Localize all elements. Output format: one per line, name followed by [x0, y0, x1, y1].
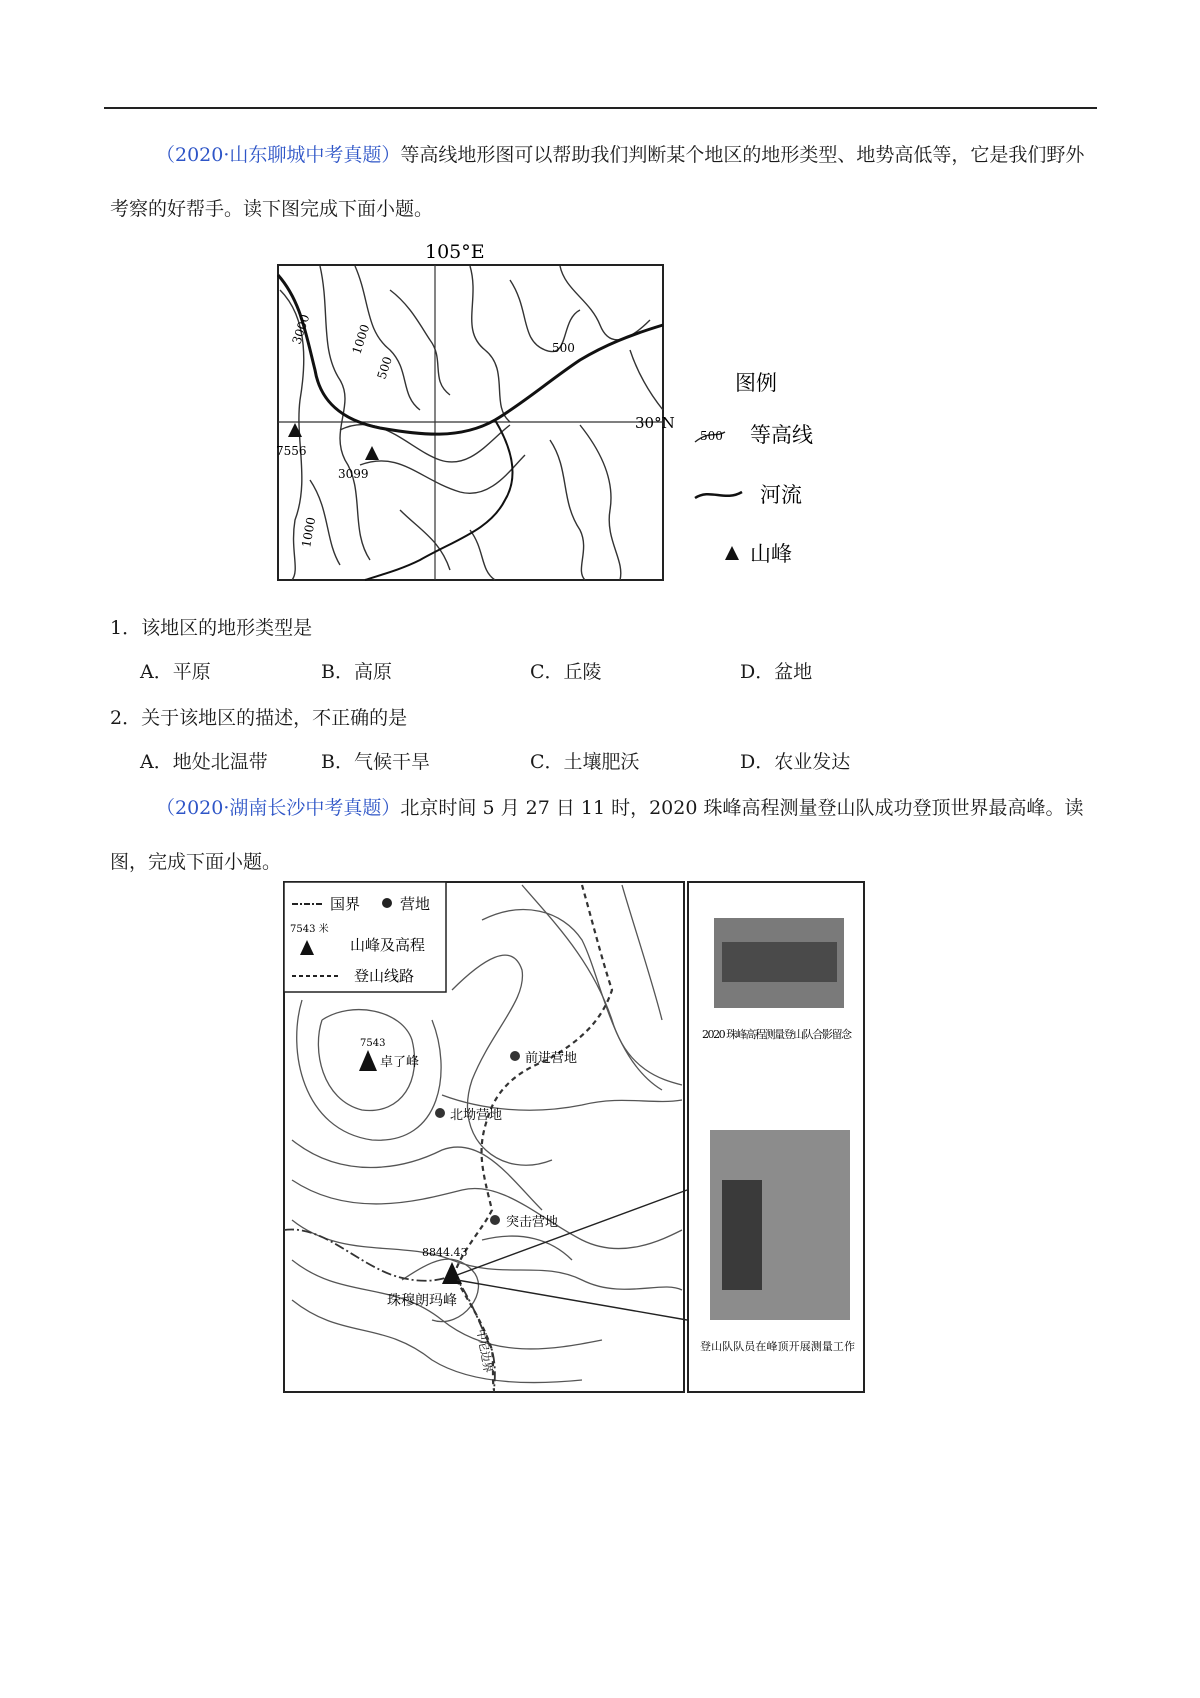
peak-triangle-icon: [359, 1050, 377, 1071]
svg-text:山峰及高程: 山峰及高程: [350, 936, 426, 954]
peak-triangle-icon: [725, 546, 739, 560]
pointer-line: [457, 1190, 687, 1275]
svg-text:营地: 营地: [400, 895, 431, 913]
camp-dot-icon: [510, 1051, 520, 1061]
option-a[interactable]: A．平原: [140, 661, 211, 683]
svg-text:国界: 国界: [330, 895, 361, 913]
option-d[interactable]: D．农业发达: [740, 751, 851, 773]
svg-text:8844.43: 8844.43: [422, 1246, 468, 1259]
question-1: 1．该地区的地形类型是: [110, 617, 313, 639]
option-c[interactable]: C．丘陵: [530, 661, 602, 683]
climbing-route: [454, 885, 612, 1390]
option-d[interactable]: D．盆地: [740, 661, 813, 683]
option-b[interactable]: B．气候干旱: [321, 751, 430, 773]
tributary-river: [365, 420, 512, 580]
svg-text:7543 米: 7543 米: [290, 924, 329, 935]
option-b[interactable]: B．高原: [321, 661, 392, 683]
river-icon: [695, 492, 742, 498]
source-tag: （2020·湖南长沙中考真题）: [156, 797, 401, 819]
svg-text:500: 500: [700, 429, 723, 443]
legend-title: 图例: [735, 371, 777, 395]
longitude-label: 105°E: [425, 241, 485, 263]
svg-text:山峰: 山峰: [750, 542, 792, 566]
svg-text:2020 珠峰高程测量登山队合影留念: 2020 珠峰高程测量登山队合影留念: [702, 1028, 852, 1041]
intro-text: 北京时间 5 月 27 日 11 时，2020 珠峰高程测量登山队成功登顶世界最高峰。读图，完成下面小题。: [110, 797, 1084, 873]
svg-text:登山队队员在峰顶开展测量工作: 登山队队员在峰顶开展测量工作: [700, 1340, 855, 1353]
svg-text:7543: 7543: [360, 1038, 386, 1049]
question-2: 2．关于该地区的描述，不正确的是: [110, 707, 408, 729]
svg-text:等高线: 等高线: [750, 423, 813, 447]
option-c[interactable]: C．土壤肥沃: [530, 751, 640, 773]
svg-text:500: 500: [374, 354, 395, 381]
svg-text:珠穆朗玛峰: 珠穆朗玛峰: [387, 1293, 457, 1309]
svg-text:河流: 河流: [760, 483, 802, 507]
svg-text:1000: 1000: [349, 322, 373, 356]
svg-text:500: 500: [552, 341, 575, 355]
svg-text:1000: 1000: [299, 516, 319, 549]
pointer-line: [457, 1280, 687, 1320]
top-rule: [104, 107, 1097, 109]
svg-text:3000: 3000: [289, 312, 313, 346]
svg-text:7556: 7556: [276, 444, 307, 458]
svg-text:前进营地: 前进营地: [525, 1051, 578, 1066]
contour-map-figure: [270, 230, 890, 590]
svg-text:北坳营地: 北坳营地: [450, 1108, 503, 1123]
everest-route-figure: [282, 880, 942, 1400]
question-group-1-intro: [110, 128, 1100, 236]
svg-text:突击营地: 突击营地: [506, 1215, 559, 1230]
source-tag: （2020·山东聊城中考真题）: [156, 144, 401, 166]
latitude-label: 30°N: [635, 414, 675, 432]
svg-text:登山线路: 登山线路: [354, 967, 415, 985]
question-2-options: [140, 747, 940, 777]
svg-text:卓了峰: 卓了峰: [380, 1055, 420, 1070]
camp-dot-icon: [490, 1215, 500, 1225]
camp-dot-icon: [435, 1108, 445, 1118]
camp-dot-icon: [382, 898, 392, 908]
svg-text:3099: 3099: [338, 467, 369, 481]
main-river: [278, 275, 663, 434]
svg-text:中尼边界: 中尼边界: [474, 1328, 495, 1374]
peak-triangle-icon: [365, 446, 379, 460]
question-group-2-intro: [110, 781, 1100, 889]
option-a[interactable]: A．地处北温带: [140, 751, 268, 773]
intro-text: 等高线地形图可以帮助我们判断某个地区的地形类型、地势高低等，它是我们野外考察的好帮手。读下图完成下面小题。: [110, 144, 1085, 220]
question-1-options: [140, 657, 940, 687]
